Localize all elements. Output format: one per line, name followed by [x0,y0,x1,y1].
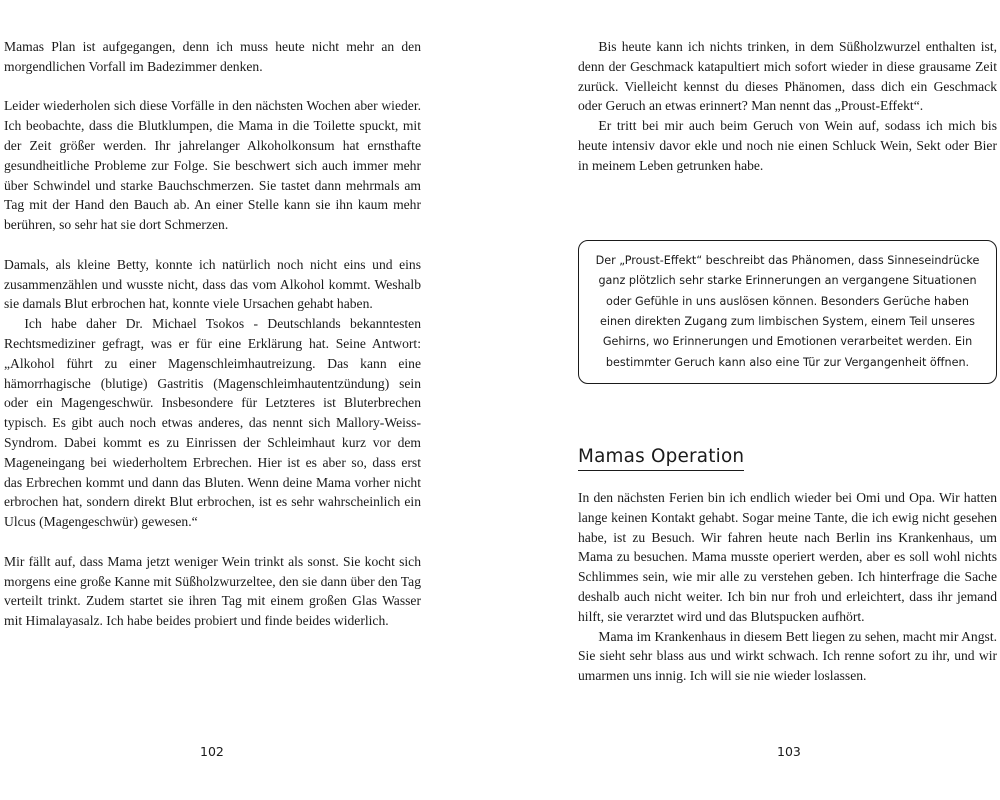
paragraph: Mamas Plan ist aufgegangen, denn ich muss heute nicht mehr an den morgendlichen Vorfall im Badezimmer denken. [4,39,421,74]
right-page [500,0,1000,800]
right-page-body-top [578,37,997,176]
info-box-text: Der „Proust-Effekt“ beschreibt das Phänomen, dass Sinneseindrücke ganz plötzlich sehr starke Erinnerungen an vergangene Situationen oder Gefühle in uns auslösen können. Besonders Gerüche haben einen direkten Zugang zum limbischen System, einem Teil unseres Gehirns, wo Erinnerungen und Emotionen verarbeitet werden. Ein bestimmter Geruch kann also eine Tür zur Vergangenheit öffnen. [595,253,980,369]
page-number: 103 [777,744,801,759]
chapter-heading: Mamas Operation [578,446,744,471]
paragraph: Er tritt bei mir auch beim Geruch von Wein auf, sodass ich mich bis heute intensiv davor ekle und noch nie einen Schluck Wein, Sekt oder Bier in meinem Leben getrunken habe. [578,118,997,173]
paragraph: Bis heute kann ich nichts trinken, in dem Süßholzwurzel enthalten ist, denn der Geschmack katapultiert mich sofort wieder in diese grausame Zeit zurück. Vielleicht kennst du dieses Phänomen, dass dich ein Geschmack oder Geruch an etwas erinnert? Man nennt das „Proust-Effekt“. [578,39,997,114]
left-page-body [4,37,421,631]
paragraph: Mama im Krankenhaus in diesem Bett liegen zu sehen, macht mir Angst. Sie sieht sehr blass aus und wirkt schwach. Ich renne sofort zu ihr, und wir umarmen uns innig. Ich will sie nie wieder loslassen. [578,628,997,684]
paragraph: Ich habe daher Dr. Michael Tsokos - Deutschlands bekanntesten Rechtsmediziner gefragt, was er für eine Erklärung hat. Seine Antwort: „Alkohol führt zu einer Magenschleimhautreizung. Das kann eine hämorrhagische (blutige) Gastritis (Magenschleimhautentzündung) sein oder ein Magengeschwür. Insbesondere für Letzteres ist Bluterbrechen typisch. Es gibt auch noch etwas anderes, das nennt sich Mallory-Weiss-Syndrom. Dabei kommt es zu Einrissen der Schleimhaut kurz vor dem Mageneingang bei wiederholtem Erbrechen. Hier ist es aber so, dass erst das Erbrechen kommt und dann das Bluten. Wenn deine Mama vorher nicht erbrochen hat, sondern direkt Blut erbrochen, ist es sehr wahrscheinlich ein Ulcus (Magengeschwür) gewesen.“ [4,316,421,530]
page-number: 102 [200,744,224,759]
paragraph: Mir fällt auf, dass Mama jetzt weniger Wein trinkt als sonst. Sie kocht sich morgens eine große Kanne mit Süßholzwurzeltee, den sie dann über den Tag verteilt trinkt. Zudem startet sie ihren Tag mit einem großen Glas Wasser mit Himalayasalz. Ich habe beides probiert und finde beides widerlich. [4,553,421,629]
info-box [578,240,997,384]
paragraph: In den nächsten Ferien bin ich endlich wieder bei Omi und Opa. Wir hatten lange keinen Kontakt gehabt. Sogar meine Tante, die ich ewig nicht gesehen habe, ist zu Besuch. Wir fahren heute nach Berlin ins Krankenhaus, um Mama zu besuchen. Mama musste operiert werden, aber es soll wohl nichts Schlimmes sein, wie mir alle zu verstehen geben. Ich hinterfrage die Sache deshalb auch nicht weiter. Ich bin nur froh und erleichtert, dass ihr jemand hilft, sie verarztet wird und das Blutspucken aufhört. [578,490,997,624]
paragraph: Leider wiederholen sich diese Vorfälle in den nächsten Wochen aber wieder. Ich beobachte, dass die Blutklumpen, die Mama in die Toilette spuckt, mit der Zeit größer werden. Ihr jahrelanger Alkoholkonsum hat ernsthafte gesundheitliche Probleme zur Folge. Sie beschwert sich auch immer mehr über Schwindel und starke Bauchschmerzen. Sie tastet dann mehrmals am Tag mit der Hand den Bauch ab. An einer Stelle kann sie ihn kaum mehr berühren, so sehr hat sie dort Schmerzen. [4,98,421,233]
paragraph: Damals, als kleine Betty, konnte ich natürlich noch nicht eins und eins zusammenzählen und wusste nicht, dass das vom Alkohol kommt. Weshalb sie damals Blut erbrochen hat, konnte viele Ursachen gehabt haben. [4,256,421,312]
right-page-body-bottom [578,488,997,686]
